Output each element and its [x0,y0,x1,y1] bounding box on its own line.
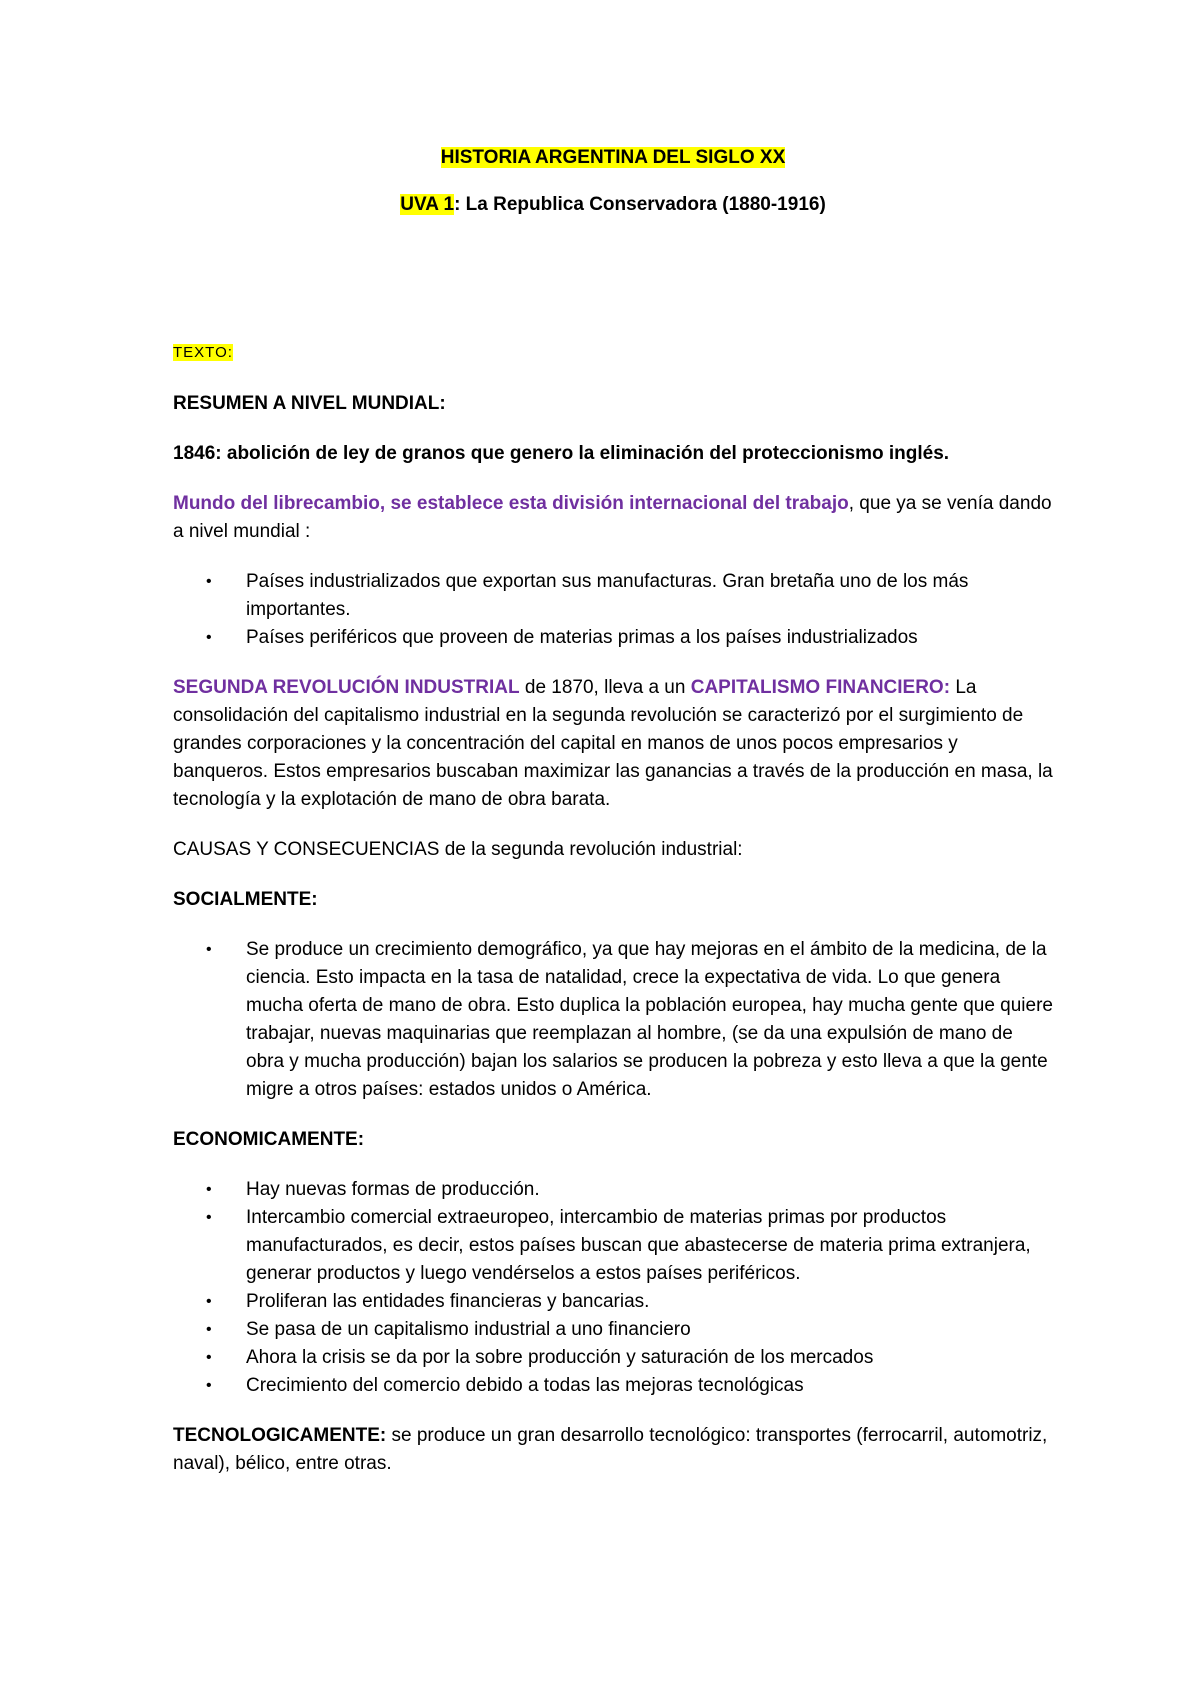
subtitle-prefix: UVA 1 [400,194,455,215]
bullet-icon: • [206,573,212,590]
segunda-paragraph [173,674,1053,814]
causas-line: CAUSAS Y CONSECUENCIAS de la segunda revolución industrial: [173,839,743,860]
bullet-text: Crecimiento del comercio debido a todas las mejoras tecnológicas [246,1375,804,1396]
list-item [173,624,1053,652]
bullet-text: Intercambio comercial extraeuropeo, intercambio de materias primas por productos manufacturados, es decir, estos países buscan que abastecerse de materia prima extranjera, generar productos y luego vendérselos a estos países periféricos. [246,1207,1031,1284]
bullet-icon: • [206,1377,212,1394]
librecambio-rest: , que ya se venía dando a nivel mundial : [173,493,1052,542]
bullet-text: Se produce un crecimiento demográfico, ya que hay mejoras en el ámbito de la medicina, de la ciencia. Esto impacta en la tasa de natalidad, crece la expectativa de vida. Lo que genera mucha oferta de mano de obra. Esto duplica la población europea, hay mucha gente que quiere trabajar, nuevas maquinarias que reemplazan al hombre, (se da una expulsión de mano de obra y mucha producción) bajan los salarios se producen la pobreza y esto lleva a que la gente migre a otros países: estados unidos o América. [246,939,1053,1100]
list-item [173,1176,1053,1204]
bullet-icon: • [206,1209,212,1226]
list-item [173,1344,1053,1372]
bullet-text: Países industrializados que exportan sus manufacturas. Gran bretaña uno de los más importantes. [246,571,969,620]
segunda-mid: de 1870, lleva a un [519,677,691,698]
bullet-icon: • [206,1321,212,1338]
bullet-text: Se pasa de un capitalismo industrial a uno financiero [246,1319,691,1340]
texto-label-line [173,338,1053,367]
texto-label: TEXTO: [173,344,233,361]
bullet-icon: • [206,1293,212,1310]
tecno-heading: TECNOLOGICAMENTE: [173,1425,387,1446]
economic-bullets [173,1176,1053,1400]
page-subtitle [173,187,1053,222]
list-item [173,1372,1053,1400]
subtitle-rest: : La Republica Conservadora (1880-1916) [454,194,826,215]
segunda-body: La consolidación del capitalismo industrial en la segunda revolución se caracterizó por el surgimiento de grandes corporaciones y la concentración del capital en manos de unos pocos empresarios y banqueros. Estos empresarios buscaban maximizar las ganancias a través de la producción en masa, la tecnología y la explotación de mano de obra barata. [173,677,1053,810]
bullet-text: Hay nuevas formas de producción. [246,1179,540,1200]
list-item [173,568,1053,624]
bullet-text: Proliferan las entidades financieras y bancarias. [246,1291,650,1312]
tecno-body: se produce un gran desarrollo tecnológico: transportes (ferrocarril, automotriz, naval), bélico, entre otras. [173,1425,1048,1474]
segunda-heading: SEGUNDA REVOLUCIÓN INDUSTRIAL [173,677,520,698]
title-text: HISTORIA ARGENTINA DEL SIGLO XX [440,147,786,168]
librecambio-highlight: Mundo del librecambio, se establece esta división internacional del trabajo [173,493,849,514]
page-title [173,140,1053,175]
social-bullets [173,936,1053,1104]
bullet-icon: • [206,1181,212,1198]
list-item [173,1288,1053,1316]
bullet-icon: • [206,941,212,958]
list-item [173,1316,1053,1344]
economic-heading: ECONOMICAMENTE: [173,1129,365,1150]
list-item [173,936,1053,1104]
social-heading: SOCIALMENTE: [173,889,318,910]
resumen-heading: RESUMEN A NIVEL MUNDIAL: [173,393,446,414]
world-bullets [173,568,1053,652]
bullet-text: Ahora la crisis se da por la sobre producción y saturación de los mercados [246,1347,874,1368]
capitalismo-heading: CAPITALISMO FINANCIERO: [690,677,951,698]
document-body [173,140,1053,1478]
bullet-text: Países periféricos que proveen de materias primas a los países industrializados [246,627,918,648]
line-1846: 1846: abolición de ley de granos que genero la eliminación del proteccionismo inglés. [173,443,950,464]
librecambio-paragraph [173,490,1053,546]
bullet-icon: • [206,629,212,646]
list-item [173,1204,1053,1288]
tecno-paragraph [173,1422,1053,1478]
bullet-icon: • [206,1349,212,1366]
